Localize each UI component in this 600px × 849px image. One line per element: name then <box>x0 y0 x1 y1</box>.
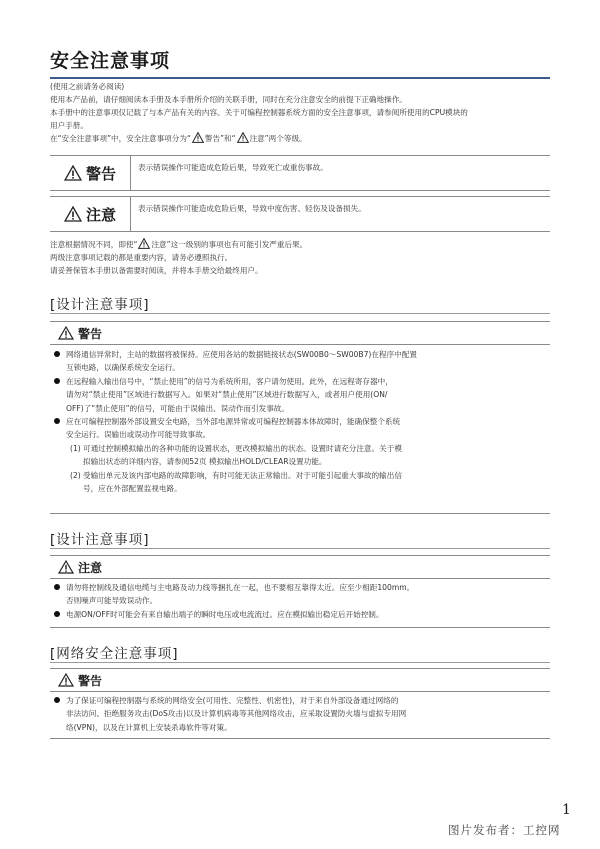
warning-triangle-icon <box>58 560 74 574</box>
bullet-icon <box>54 378 60 384</box>
section-divider <box>50 662 550 663</box>
list-item: 电源ON/OFF时可能会有来自输出端子的瞬时电压或电流流过。应在模拟输出稳定后开始控制。 <box>50 608 550 621</box>
warning-triangle-icon <box>237 132 249 143</box>
bullet-icon <box>54 584 60 590</box>
page-title: 安全注意事项 <box>50 46 550 79</box>
warning-level-desc: 表示错误操作可能造成危险后果，导致死亡或重伤事故。 <box>138 163 328 172</box>
section-title: [设计注意事项] <box>50 297 150 313</box>
bullet-icon <box>54 418 60 424</box>
warning-triangle-icon <box>138 238 150 249</box>
list-item: 在远程输入输出信号中，“禁止使用”的信号为系统所用，客户请勿使用。此外，在远程寄存器中， 请勿对“禁止使用”区域进行数据写入。如果对“禁止使用”区域进行数据写入，或者用户使用(ON/ OFF)了“禁止使用”的信号，可能由于误输出、误动作而引发事故。 <box>50 375 550 415</box>
caution-level-label: 注意 <box>50 197 131 231</box>
intro-line: 用户手册。 <box>50 121 88 130</box>
bullet-icon <box>54 611 60 617</box>
section-box-bottom <box>50 513 550 514</box>
caution-level-box <box>50 196 550 232</box>
list-item: 为了保证可编程控制器与系统的网络安全(可用性、完整性、机密性)，对于来自外部设备通过网络的 非法访问、拒绝服务攻击(DoS攻击)以及计算机病毒等其他网络攻击，应采取设置防火墙与虚拟专用网 络(VPN)，以及在计算机上安装杀毒软件等对策。 <box>50 694 550 734</box>
notes-text <box>50 238 550 277</box>
intro-line: 本手册中的注意事项仅记载了与本产品有关的内容。关于可编程控制器系统方面的安全注意事项，请参阅所使用的CPU模块的 <box>50 108 468 117</box>
notes-line: 注意根据情况不同，即使“ 注意”这一级别的事项也有可能引发严重后果。 <box>50 240 308 249</box>
section-body <box>50 694 550 734</box>
bullet-icon <box>54 351 60 357</box>
sub-item: (2) 受输出单元及该内部电路的故障影响，有时可能无法正常输出。对于可能引起重大事故的输出信 号，应在外部配置监视电路。 <box>70 470 402 494</box>
section-box-bottom <box>50 627 550 628</box>
notes-line: 两级注意事项记载的都是重要内容，请务必遵照执行。 <box>50 253 233 262</box>
section-body <box>50 581 550 621</box>
bullet-icon <box>54 697 60 703</box>
warning-triangle-icon <box>58 326 74 340</box>
intro-line: 使用本产品前，请仔细阅读本手册及本手册所介绍的关联手册，同时在充分注意安全的前提下正确地操作。 <box>50 95 407 104</box>
list-item: 应在可编程控制器外部设置安全电路，当外部电源异常或可编程控制器本体故障时，能确保整个系统 安全运行。误输出或误动作可能导致事故。 <box>50 415 550 442</box>
warning-level-label: 警告 <box>50 156 131 190</box>
section-title: [网络安全注意事项] <box>50 646 179 662</box>
warning-box-head: 警告 <box>50 668 550 692</box>
warning-level-box <box>50 155 550 191</box>
section-box-bottom <box>50 738 550 739</box>
warning-triangle-icon <box>64 206 82 222</box>
intro-levels-line: 在“安全注意事项”中，安全注意事项分为“ 警告”和“ 注意”两个等级。 <box>50 134 307 143</box>
watermark-text: 图片发布者：工控网 <box>448 823 561 837</box>
warning-triangle-icon <box>58 673 74 687</box>
page-number: 1 <box>562 802 571 818</box>
section-divider <box>50 313 550 314</box>
section-divider <box>50 548 550 549</box>
intro-line: (使用之前请务必阅读) <box>50 82 125 91</box>
notes-line: 请妥善保管本手册以备需要时阅读，并将本手册交给最终用户。 <box>50 266 263 275</box>
warning-box-head: 警告 <box>50 321 550 345</box>
section-title: [设计注意事项] <box>50 532 150 548</box>
list-item: 请勿将控制线及通信电缆与主电路及动力线等捆扎在一起，也不要相互靠得太近。应至少相距100mm。 否则噪声可能导致误动作。 <box>50 581 550 608</box>
warning-triangle-icon <box>64 165 82 181</box>
caution-level-desc: 表示错误操作可能造成危险后果，导致中度伤害、轻伤及设备损失。 <box>138 204 366 213</box>
section-body <box>50 348 550 495</box>
warning-triangle-icon <box>192 132 204 143</box>
sub-item: (1) 可通过控制模拟输出的各种功能的设置状态，更改模拟输出的状态。设置时请充分注意。关于模 拟输出状态的详细内容，请参阅52页 模拟输出HOLD/CLEAR设置功能。 <box>70 443 402 467</box>
list-item: 网络通信异常时，主站的数据将被保持。应使用各站的数据链接状态(SW00B0～SW00B7)在程序中配置 互锁电路，以确保系统安全运行。 <box>50 348 550 375</box>
caution-box-head: 注意 <box>50 555 550 579</box>
intro-text <box>50 80 550 145</box>
